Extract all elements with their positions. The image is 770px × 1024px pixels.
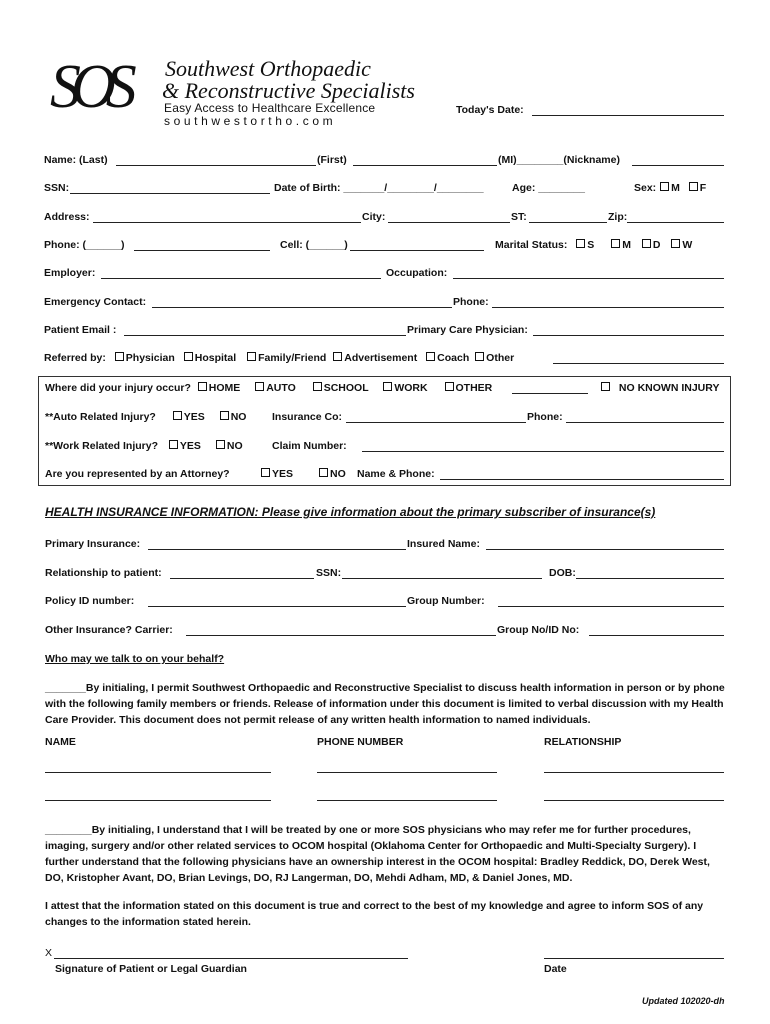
nickname-field[interactable] bbox=[632, 165, 724, 166]
name-first-field[interactable] bbox=[353, 165, 497, 166]
signature-label: Signature of Patient or Legal Guardian bbox=[55, 963, 247, 975]
pcp-field[interactable] bbox=[533, 335, 724, 336]
sex-group bbox=[634, 182, 706, 194]
auto-no-label: NO bbox=[230, 411, 247, 423]
behalf-paragraph: _______By initialing, I permit Southwest Orthopaedic and Reconstructive Specialist to discuss health information in person or by phone with the following family members or friends. Release of information under this document is limited to verbal discussion with my Health Care Provider. This document does not permit release of any written health information to named individuals. bbox=[45, 682, 725, 726]
attorney-no-checkbox[interactable] bbox=[319, 468, 328, 477]
marital-d-checkbox[interactable] bbox=[642, 239, 651, 248]
insurance-co-field[interactable] bbox=[346, 422, 526, 423]
group-id-label: Group No/ID No: bbox=[497, 624, 580, 636]
ssn-label: SSN: bbox=[44, 182, 70, 194]
ssn-field[interactable] bbox=[70, 193, 270, 194]
work-no-label: NO bbox=[226, 440, 243, 452]
phone-label: Phone: (______) bbox=[44, 239, 125, 251]
group-id-field[interactable] bbox=[589, 635, 724, 636]
attorney-yes-checkbox[interactable] bbox=[261, 468, 270, 477]
todays-date-field[interactable] bbox=[532, 115, 724, 116]
contact2-name-field[interactable] bbox=[45, 800, 271, 801]
other-insurance-label: Other Insurance? Carrier: bbox=[45, 624, 173, 636]
marital-m-label: M bbox=[622, 239, 631, 251]
attorney-no-label: NO bbox=[330, 468, 346, 480]
claim-number-field[interactable] bbox=[362, 451, 724, 452]
address-field[interactable] bbox=[93, 222, 361, 223]
work-yes-checkbox[interactable] bbox=[169, 440, 178, 449]
emergency-phone-field[interactable] bbox=[492, 307, 724, 308]
ref-coach-label: Coach bbox=[437, 352, 470, 364]
ref-physician-checkbox[interactable] bbox=[115, 352, 124, 361]
attorney-yes-group bbox=[260, 468, 293, 480]
attest-paragraph: I attest that the information stated on this document is true and correct to the best of my knowledge and agree to inform SOS of any changes to the information stated herein. bbox=[45, 900, 704, 928]
emergency-contact-label: Emergency Contact: bbox=[44, 296, 147, 308]
col-name-header: NAME bbox=[45, 736, 76, 748]
col-phone-header: PHONE NUMBER bbox=[317, 736, 404, 748]
injury-home-label: HOME bbox=[208, 382, 241, 394]
claim-number-label: Claim Number: bbox=[272, 440, 347, 452]
attorney-name-phone-field[interactable] bbox=[440, 479, 724, 480]
work-no-checkbox[interactable] bbox=[216, 440, 225, 449]
insured-name-label: Insured Name: bbox=[407, 538, 480, 550]
auto-yes-label: YES bbox=[183, 411, 205, 423]
logo-name-line2: & Reconstructive Specialists bbox=[162, 78, 415, 103]
city-label: City: bbox=[362, 211, 386, 223]
sex-f-label: F bbox=[699, 182, 707, 194]
injury-other-field[interactable] bbox=[512, 393, 588, 394]
auto-yes-checkbox[interactable] bbox=[173, 411, 182, 420]
auto-related-label: **Auto Related Injury? bbox=[45, 411, 156, 423]
insured-name-field[interactable] bbox=[486, 549, 724, 550]
attorney-no-group bbox=[318, 468, 346, 480]
referred-by-group bbox=[44, 352, 514, 364]
logo-url: southwestortho.com bbox=[164, 114, 337, 128]
sex-f-checkbox[interactable] bbox=[689, 182, 698, 191]
phone-field[interactable] bbox=[134, 250, 270, 251]
sos-logo-mark: SOS bbox=[50, 53, 127, 121]
injury-school-label: SCHOOL bbox=[323, 382, 369, 394]
work-yes-label: YES bbox=[179, 440, 201, 452]
policy-id-field[interactable] bbox=[148, 606, 406, 607]
name-mi-nickname-label: (MI)________(Nickname) bbox=[498, 154, 620, 166]
marital-s-label: S bbox=[587, 239, 595, 251]
attorney-label: Are you represented by an Attorney? bbox=[45, 468, 230, 480]
ref-family-checkbox[interactable] bbox=[247, 352, 256, 361]
logo-tagline: Easy Access to Healthcare Excellence bbox=[164, 101, 376, 115]
marital-status-label: Marital Status: bbox=[495, 239, 568, 251]
injury-auto-label: AUTO bbox=[266, 382, 296, 394]
name-first-label: (First) bbox=[317, 154, 347, 166]
injury-school-checkbox[interactable] bbox=[313, 382, 322, 391]
injury-home-checkbox[interactable] bbox=[198, 382, 207, 391]
insurance-phone-field[interactable] bbox=[566, 422, 724, 423]
behalf-heading: Who may we talk to on your behalf? bbox=[45, 653, 225, 665]
patient-email-field[interactable] bbox=[124, 335, 406, 336]
contact1-relationship-field[interactable] bbox=[544, 772, 724, 773]
contact2-relationship-field[interactable] bbox=[544, 800, 724, 801]
sex-label: Sex: bbox=[634, 182, 657, 194]
insurance-heading: HEALTH INSURANCE INFORMATION: Please give information about the primary subscriber of insurance(s) bbox=[45, 505, 656, 519]
sex-m-label: M bbox=[671, 182, 680, 194]
primary-insurance-field[interactable] bbox=[148, 549, 406, 550]
sex-m-checkbox[interactable] bbox=[660, 182, 669, 191]
ref-hospital-label: Hospital bbox=[194, 352, 237, 364]
marital-m-checkbox[interactable] bbox=[611, 239, 620, 248]
updated-note: Updated 102020-dh bbox=[642, 996, 725, 1006]
work-related-group bbox=[45, 440, 243, 452]
other-insurance-field[interactable] bbox=[186, 635, 496, 636]
attorney-yes-label: YES bbox=[272, 468, 294, 480]
state-field[interactable] bbox=[529, 222, 607, 223]
relationship-field[interactable] bbox=[170, 578, 314, 579]
ref-physician-label: Physician bbox=[125, 352, 175, 364]
marital-d-label: D bbox=[652, 239, 661, 251]
emergency-phone-label: Phone: bbox=[453, 296, 489, 308]
city-field[interactable] bbox=[388, 222, 510, 223]
employer-label: Employer: bbox=[44, 267, 96, 279]
injury-work-checkbox[interactable] bbox=[383, 382, 392, 391]
zip-field[interactable] bbox=[627, 222, 724, 223]
contact1-name-field[interactable] bbox=[45, 772, 271, 773]
attorney-name-phone-label: Name & Phone: bbox=[357, 468, 435, 480]
insurance-phone-label: Phone: bbox=[527, 411, 563, 423]
date-field[interactable] bbox=[544, 958, 724, 959]
ref-hospital-checkbox[interactable] bbox=[184, 352, 193, 361]
age-label[interactable]: Age: ________ bbox=[512, 182, 585, 194]
injury-other-checkbox[interactable] bbox=[445, 382, 454, 391]
injury-other-label: OTHER bbox=[455, 382, 493, 394]
no-known-injury-label: NO KNOWN INJURY bbox=[618, 382, 720, 394]
signature-x: X bbox=[45, 947, 53, 959]
work-related-label: **Work Related Injury? bbox=[45, 440, 158, 452]
ref-coach-checkbox[interactable] bbox=[426, 352, 435, 361]
auto-related-group bbox=[45, 411, 246, 423]
insurance-dob-field[interactable] bbox=[576, 578, 724, 579]
injury-where-group bbox=[45, 382, 492, 394]
insurance-ssn-field[interactable] bbox=[342, 578, 542, 579]
emergency-contact-field[interactable] bbox=[152, 307, 452, 308]
col-relationship-header: RELATIONSHIP bbox=[544, 736, 622, 748]
marital-status-group bbox=[495, 239, 692, 251]
ref-other-field[interactable] bbox=[553, 363, 724, 364]
referred-by-label: Referred by: bbox=[44, 352, 106, 364]
name-last-field[interactable] bbox=[116, 165, 316, 166]
injury-where-label: Where did your injury occur? bbox=[45, 382, 191, 394]
no-known-injury-group bbox=[600, 382, 719, 394]
logo-name-line1: Southwest Orthopaedic bbox=[165, 56, 371, 81]
ref-ad-checkbox[interactable] bbox=[333, 352, 342, 361]
employer-field[interactable] bbox=[101, 278, 381, 279]
ref-ad-label: Advertisement bbox=[344, 352, 418, 364]
marital-w-checkbox[interactable] bbox=[671, 239, 680, 248]
relationship-label: Relationship to patient: bbox=[45, 567, 162, 579]
contact1-phone-field[interactable] bbox=[317, 772, 497, 773]
ocom-paragraph: ________By initialing, I understand that I will be treated by one or more SOS physicians who may refer me for further procedures, imaging, surgery and/or other related services to OCOM hospital (Oklahoma Center for Orthopaedic and Multi-Specialty Surgery). I further understand that the following physicians have an ownership interest in the OCOM hospital: Bradley Reddick, DO, Derek West, DO, Kristopher Avant, DO, Brian Levings, DO, RJ Langerman, DO, Mehdi Adham, MD, & Daniel Jones, MD. bbox=[45, 824, 710, 884]
insurance-dob-label: DOB: bbox=[549, 567, 576, 579]
marital-w-label: W bbox=[682, 239, 693, 251]
injury-auto-checkbox[interactable] bbox=[255, 382, 264, 391]
cell-label: Cell: (______) bbox=[280, 239, 348, 251]
dob-label[interactable]: Date of Birth: _______/________/________ bbox=[274, 182, 484, 194]
pcp-label: Primary Care Physician: bbox=[407, 324, 528, 336]
occupation-field[interactable] bbox=[453, 278, 724, 279]
zip-label: Zip: bbox=[608, 211, 628, 223]
primary-insurance-label: Primary Insurance: bbox=[45, 538, 141, 550]
group-number-field[interactable] bbox=[498, 606, 724, 607]
signature-field[interactable] bbox=[54, 958, 408, 959]
address-label: Address: bbox=[44, 211, 90, 223]
occupation-label: Occupation: bbox=[386, 267, 448, 279]
ref-other-label: Other bbox=[486, 352, 515, 364]
date-label: Date bbox=[544, 963, 567, 975]
state-label: ST: bbox=[511, 211, 527, 223]
todays-date-label: Today's Date: bbox=[456, 104, 524, 116]
auto-no-checkbox[interactable] bbox=[220, 411, 229, 420]
patient-email-label: Patient Email : bbox=[44, 324, 117, 336]
injury-work-label: WORK bbox=[394, 382, 428, 394]
cell-field[interactable] bbox=[350, 250, 484, 251]
policy-id-label: Policy ID number: bbox=[45, 595, 135, 607]
ref-other-checkbox[interactable] bbox=[475, 352, 484, 361]
insurance-ssn-label: SSN: bbox=[316, 567, 342, 579]
no-known-injury-checkbox[interactable] bbox=[601, 382, 610, 391]
group-number-label: Group Number: bbox=[407, 595, 485, 607]
contact2-phone-field[interactable] bbox=[317, 800, 497, 801]
insurance-co-label: Insurance Co: bbox=[272, 411, 343, 423]
marital-s-checkbox[interactable] bbox=[576, 239, 585, 248]
ref-family-label: Family/Friend bbox=[258, 352, 327, 364]
name-last-label: Name: (Last) bbox=[44, 154, 108, 166]
